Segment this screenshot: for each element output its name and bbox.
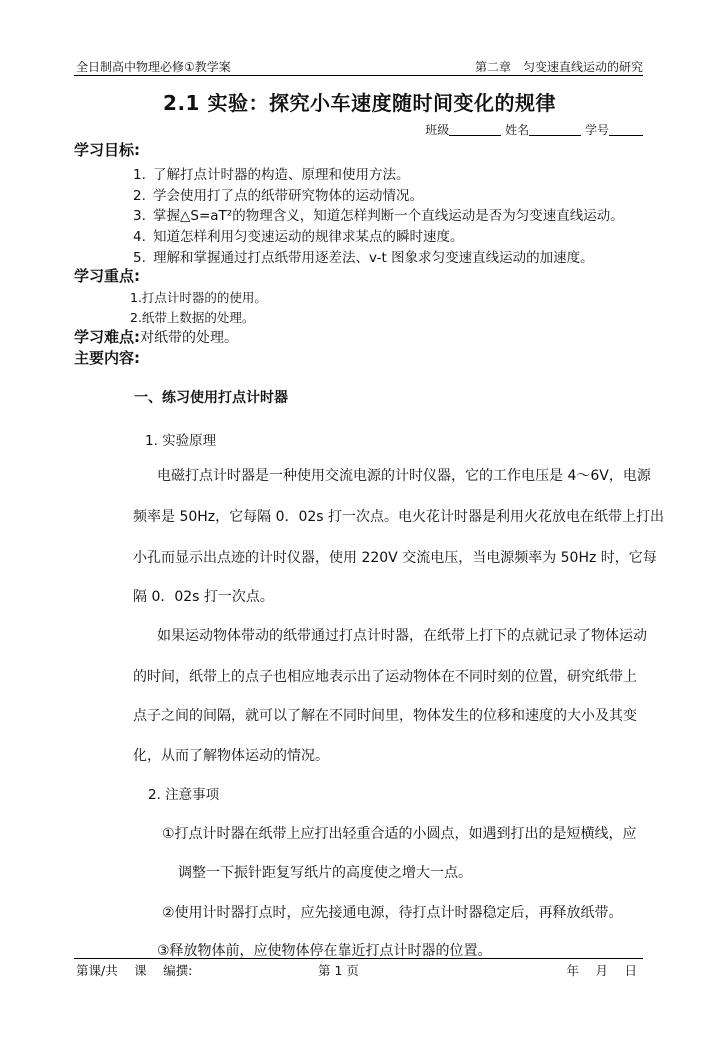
page-number: 第 1 页 — [318, 963, 359, 978]
student-info-line — [425, 121, 643, 138]
goal-item: 4. 知道怎样利用匀变速运动的规律求某点的瞬时速度。 — [133, 229, 464, 245]
name-blank — [529, 123, 581, 136]
page-footer — [74, 958, 643, 977]
subsection-principle: 1. 实验原理 — [145, 433, 217, 449]
header-right: 第二章 匀变速直线运动的研究 — [474, 60, 643, 74]
main-content-heading: 主要内容: — [74, 349, 140, 367]
footer-date: 年 月 日 — [566, 963, 637, 978]
paragraph-line: 如果运动物体带动的纸带通过打点计时器，在纸带上打下的点就记录了物体运动 — [157, 628, 647, 644]
paragraph-line: 点子之间的间隔，就可以了解在不同时间里，物体发生的位移和速度的大小及其变 — [133, 708, 637, 724]
key-point-item: 1.打点计时器的的使用。 — [130, 290, 267, 305]
page-header — [74, 57, 643, 76]
paragraph-line: 化，从而了解物体运动的情况。 — [133, 748, 329, 764]
subsection-notes: 2. 注意事项 — [148, 787, 220, 803]
note-line: 调整一下振针距复写纸片的高度使之增大一点。 — [178, 865, 472, 881]
key-points-heading: 学习重点: — [74, 267, 140, 285]
page-title: 2.1 实验：探究小车速度随时间变化的规律 — [163, 91, 556, 115]
difficulty-row — [74, 326, 238, 347]
goals-heading: 学习目标: — [74, 141, 140, 159]
note-line: ①打点计时器在纸带上应打出轻重合适的小圆点，如遇到打出的是短横线，应 — [162, 826, 637, 842]
paragraph-line: 的时间，纸带上的点子也相应地表示出了运动物体在不同时刻的位置，研究纸带上 — [133, 669, 637, 685]
section-heading: 一、练习使用打点计时器 — [134, 390, 288, 406]
footer-left: 第课/共 课 编撰: — [76, 963, 193, 978]
id-label: 学号 — [584, 123, 609, 137]
header-left: 全日制高中物理必修①教学案 — [76, 60, 231, 74]
goal-item: 5. 理解和掌握通过打点纸带用逐差法、v-t 图象求匀变速直线运动的加速度。 — [133, 250, 594, 266]
difficulty-heading: 学习难点: — [74, 328, 140, 346]
paragraph-line: 小孔而显示出点迹的计时仪器，使用 220V 交流电压，当电源频率为 50Hz 时，它每 — [133, 550, 657, 566]
class-label: 班级 — [425, 123, 450, 137]
goal-item: 2. 学会使用打了点的纸带研究物体的运动情况。 — [133, 188, 423, 204]
goal-item: 3. 掌握△S=aT²的物理含义，知道怎样判断一个直线运动是否为匀变速直线运动。 — [133, 208, 624, 224]
name-label: 姓名 — [505, 123, 530, 137]
paragraph-line: 隔 0．02s 打一次点。 — [133, 589, 274, 605]
note-line: ③释放物体前，应使物体停在靠近打点计时器的位置。 — [157, 943, 492, 959]
id-blank — [609, 123, 643, 136]
paragraph-line: 频率是 50Hz，它每隔 0．02s 打一次点。电火花计时器是利用火花放电在纸带上打出 — [133, 509, 665, 525]
goal-item: 1. 了解打点计时器的构造、原理和使用方法。 — [133, 167, 410, 183]
paragraph-line: 电磁打点计时器是一种使用交流电源的计时仪器，它的工作电压是 4～6V，电源 — [157, 468, 651, 484]
difficulty-text: 对纸带的处理。 — [140, 330, 238, 346]
class-blank — [449, 123, 501, 136]
note-line: ②使用计时器打点时，应先接通电源，待打点计时器稳定后，再释放纸带。 — [162, 905, 623, 921]
key-point-item: 2.纸带上数据的处理。 — [130, 310, 255, 325]
